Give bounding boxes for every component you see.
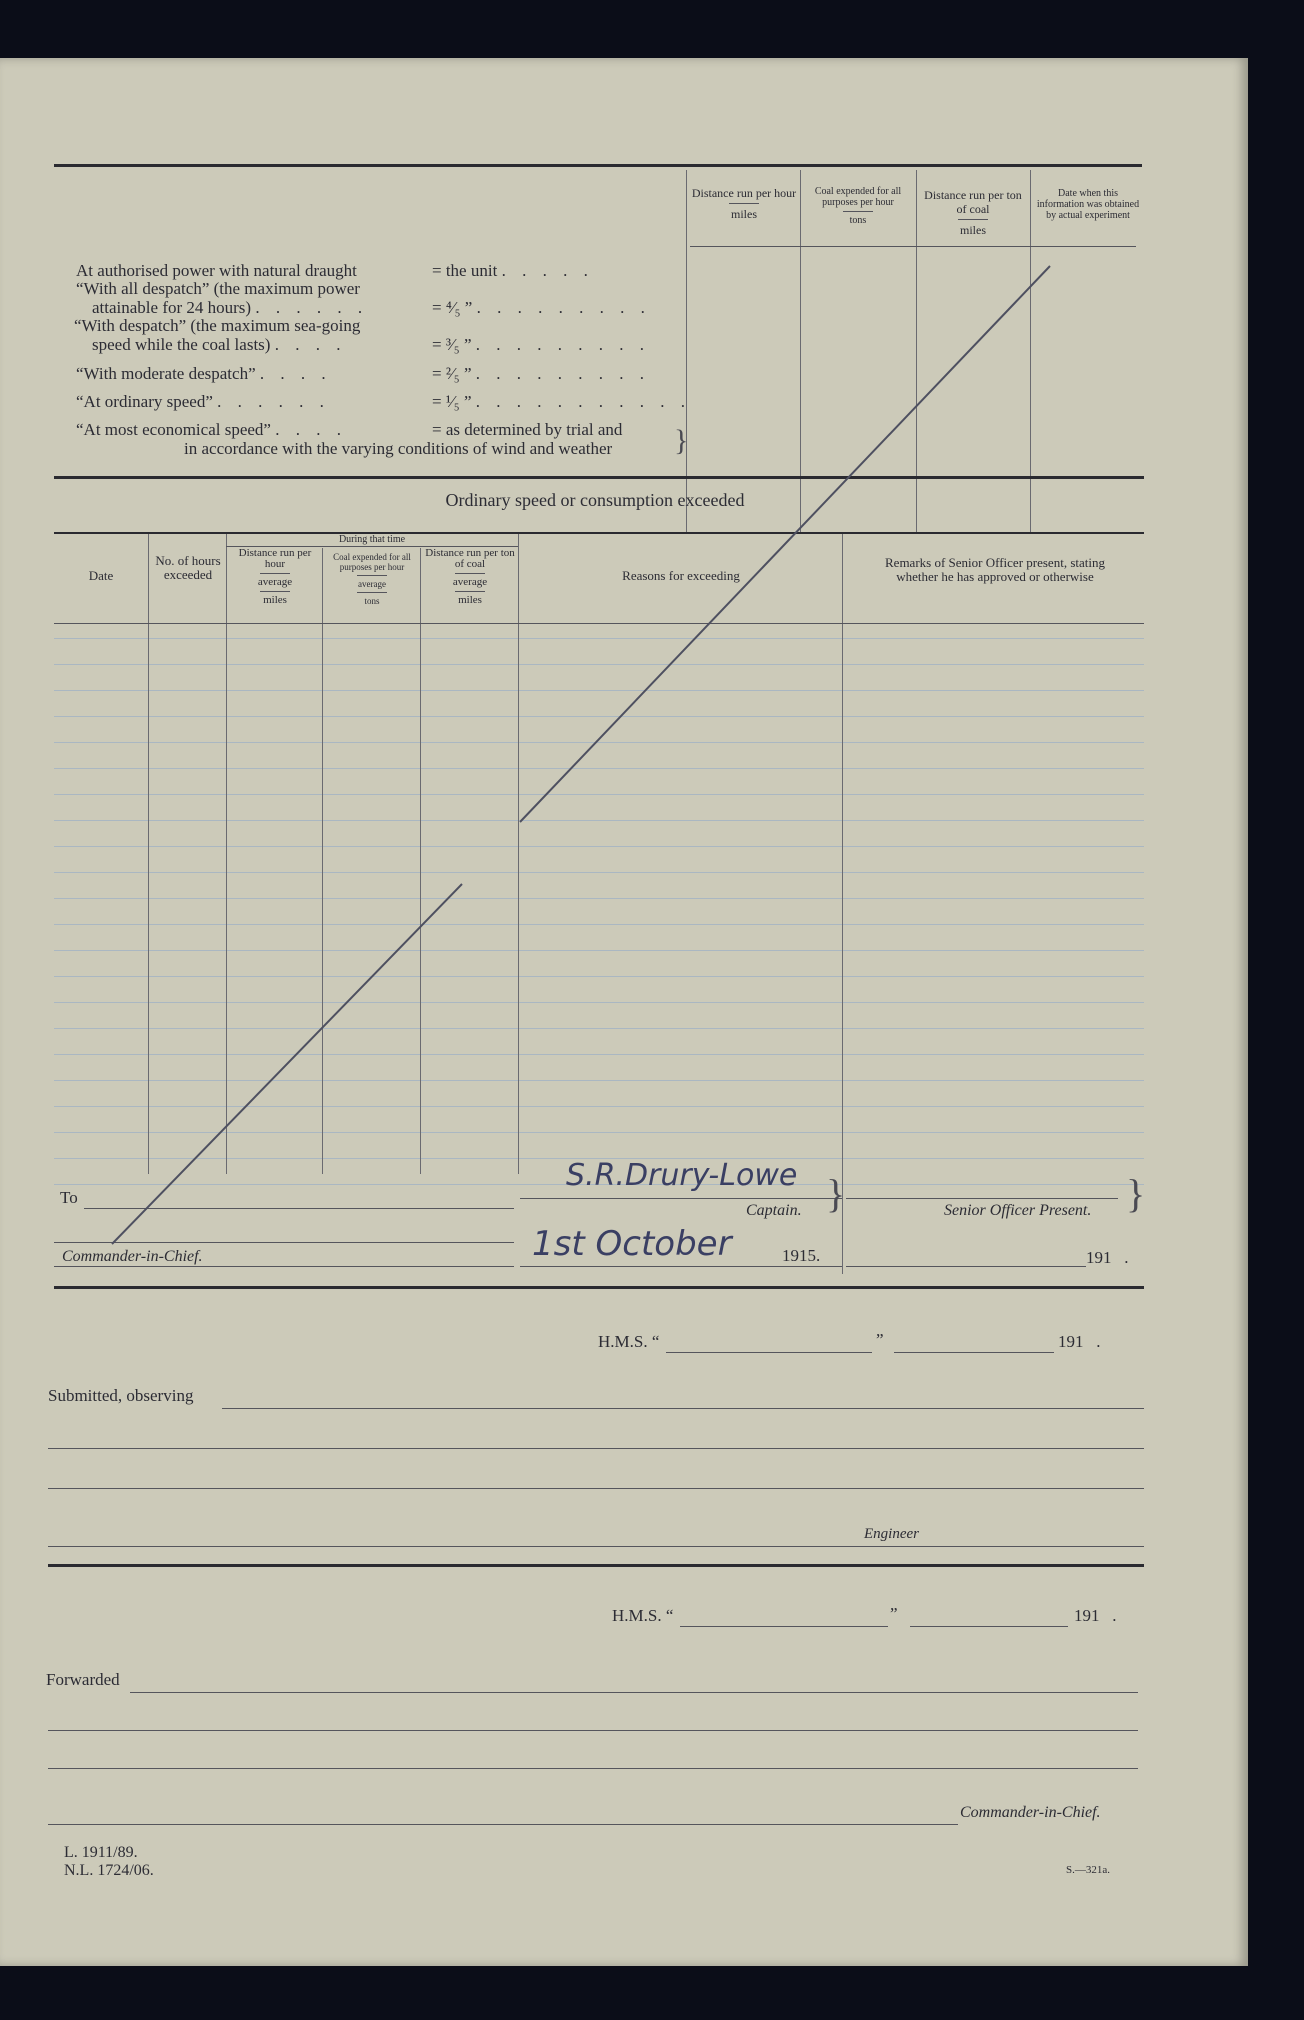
header-distance-run: Distance run per hour average miles bbox=[238, 547, 312, 606]
header-during-that-time: During that time bbox=[338, 534, 406, 545]
footer-ref-2: N.L. 1724/06. bbox=[64, 1862, 154, 1879]
hms-label-2: H.M.S. “ bbox=[612, 1606, 674, 1625]
header-reasons: Reasons for exceeding bbox=[622, 568, 740, 583]
row-value-two-fifths: = ²⁄₅ ” . . . . . . . . . bbox=[432, 364, 650, 383]
header-coal-expended: Coal expended for all purposes per hour average tons bbox=[333, 552, 411, 606]
header-coal-per-hour: Coal expended for all purposes per hour tons bbox=[814, 186, 902, 226]
row-despatch: “With despatch” (the maximum sea-going bbox=[74, 316, 361, 335]
header-distance-per-ton-coal: Distance run per ton of coal average miles bbox=[425, 547, 515, 606]
header-remarks: Remarks of Senior Officer present, stating whether he has approved or otherwise bbox=[885, 555, 1105, 584]
row-despatch-cont: speed while the coal lasts) . . . . bbox=[92, 335, 347, 354]
hms-year-2: 191 . bbox=[1074, 1606, 1117, 1625]
header-date-obtained: Date when this information was obtained by actual experiment bbox=[1036, 188, 1140, 221]
row-economical-speed: “At most economical speed” . . . . bbox=[76, 420, 347, 439]
captain-label: Captain. bbox=[746, 1202, 802, 1219]
close-quote-1: ” bbox=[876, 1330, 884, 1349]
close-quote-2: ” bbox=[890, 1604, 898, 1623]
submitted-label: Submitted, observing bbox=[48, 1386, 194, 1405]
senior-officer-label: Senior Officer Present. bbox=[944, 1202, 1092, 1219]
row-value-trial: = as determined by trial and bbox=[432, 420, 623, 439]
row-all-despatch-cont: attainable for 24 hours) . . . . . . bbox=[92, 298, 369, 317]
hms-year-1: 191 . bbox=[1058, 1332, 1101, 1351]
row-all-despatch: “With all despatch” (the maximum power bbox=[76, 279, 360, 298]
header-distance-per-ton: Distance run per ton of coal miles bbox=[924, 188, 1022, 237]
captain-signature: S.R.Drury-Lowe bbox=[566, 1158, 798, 1193]
row-authorised-power: At authorised power with natural draught bbox=[76, 261, 357, 280]
row-economical-speed-cont: in accordance with the varying conditions of wind and weather bbox=[184, 439, 613, 458]
row-value-three-fifths: = ³⁄₅ ” . . . . . . . . . bbox=[432, 335, 650, 354]
printed-year: 1915. bbox=[782, 1246, 821, 1265]
to-label: To bbox=[60, 1188, 78, 1207]
row-value-four-fifths: = ⁴⁄₅ ” . . . . . . . . . bbox=[432, 298, 651, 317]
form-number: S.—321a. bbox=[1066, 1864, 1110, 1876]
hms-label-1: H.M.S. “ bbox=[598, 1332, 660, 1351]
brace-captain: } bbox=[826, 1171, 846, 1216]
row-value-unit: = the unit . . . . . bbox=[432, 261, 594, 280]
senior-year: 191 . bbox=[1086, 1248, 1129, 1267]
form-sheet bbox=[0, 58, 1248, 1966]
row-moderate-despatch: “With moderate despatch” . . . . bbox=[76, 364, 332, 383]
header-hours-exceeded: No. of hours exceeded bbox=[155, 553, 221, 582]
cinc-label: Commander-in-Chief. bbox=[62, 1248, 203, 1265]
header-date: Date bbox=[88, 568, 114, 583]
brace: } bbox=[674, 424, 689, 457]
row-ordinary-speed: “At ordinary speed” . . . . . . bbox=[76, 392, 330, 411]
row-value-one-fifth: = ¹⁄₅ ” . . . . . . . . . . . bbox=[432, 392, 691, 411]
engineer-label: Engineer bbox=[864, 1526, 919, 1542]
cancellation-stroke bbox=[0, 58, 1248, 1966]
forwarded-label: Forwarded bbox=[46, 1670, 120, 1689]
section-title: Ordinary speed or consumption exceeded bbox=[445, 490, 745, 510]
brace-senior: } bbox=[1126, 1171, 1146, 1216]
forward-cinc-label: Commander-in-Chief. bbox=[960, 1804, 1101, 1821]
handwritten-date: 1st October bbox=[532, 1224, 732, 1264]
header-distance-per-hour: Distance run per hour miles bbox=[691, 186, 797, 221]
footer-ref-1: L. 1911/89. bbox=[64, 1844, 138, 1861]
